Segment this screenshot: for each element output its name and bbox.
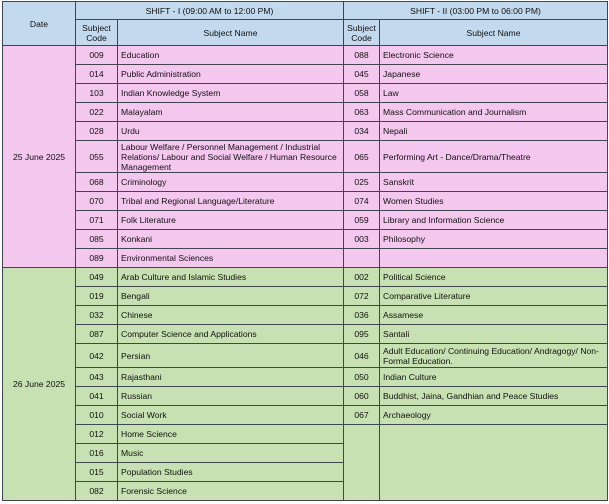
schedule-row [3,122,608,141]
shift-2-subject-name: Nepali [380,122,608,141]
shift-2-subject-code: 036 [344,306,380,325]
shift-2-subject-code: 065 [344,141,380,173]
shift-1-subject-code: 014 [76,65,118,84]
shift-1-subject-name: Persian [118,344,344,368]
schedule-row [3,65,608,84]
shift-2-subject-name [380,249,608,268]
schedule-row [3,173,608,192]
shift-1-subject-name: Bengali [118,287,344,306]
shift-2-subject-name-header: Subject Name [380,20,608,46]
shift-2-subject-name: Archaeology [380,406,608,425]
shift-2-subject-code: 050 [344,368,380,387]
schedule-row [3,103,608,122]
shift-1-subject-code: 068 [76,173,118,192]
shift-2-subject-name: Buddhist, Jaina, Gandhian and Peace Studies [380,387,608,406]
shift-2-subject-name: Law [380,84,608,103]
schedule-row [3,211,608,230]
schedule-row [3,141,608,173]
shift-1-subject-name: Computer Science and Applications [118,325,344,344]
shift-1-subject-code: 015 [76,463,118,482]
shift-1-subject-code: 103 [76,84,118,103]
schedule-row [3,344,608,368]
schedule-row [3,387,608,406]
shift-1-subject-code: 087 [76,325,118,344]
shift-2-subject-code: 074 [344,192,380,211]
exam-schedule-page [2,1,607,501]
shift-2-empty-code-cell [344,425,380,501]
schedule-row [3,230,608,249]
shift-2-subject-code: 034 [344,122,380,141]
shift-1-subject-code: 070 [76,192,118,211]
shift-1-subject-name: Labour Welfare / Personnel Management / Industrial Relations/ Labour and Social Welfare / Human Resource Management [118,141,344,173]
shift-1-subject-name: Russian [118,387,344,406]
exam-date: 25 June 2025 [3,46,76,268]
shift-1-subject-code: 010 [76,406,118,425]
shift-1-subject-code: 071 [76,211,118,230]
shift-2-subject-name: Electronic Science [380,46,608,65]
shift-1-subject-code: 043 [76,368,118,387]
schedule-row [3,192,608,211]
schedule-row [3,306,608,325]
shift-2-subject-code-header: Subject Code [344,20,380,46]
schedule-row [3,406,608,425]
shift-2-subject-code: 002 [344,268,380,287]
schedule-row [3,268,608,287]
shift-2-subject-code: 059 [344,211,380,230]
shift-1-subject-code: 028 [76,122,118,141]
shift-2-subject-name: Japanese [380,65,608,84]
shift-2-subject-code: 095 [344,325,380,344]
shift-2-subject-code [344,249,380,268]
shift-1-subject-name: Criminology [118,173,344,192]
shift-2-subject-name: Political Science [380,268,608,287]
schedule-row [3,325,608,344]
shift-1-subject-code: 022 [76,103,118,122]
shift-1-subject-name: Social Work [118,406,344,425]
shift-1-subject-name: Rajasthani [118,368,344,387]
shift-2-subject-name: Philosophy [380,230,608,249]
schedule-row [3,46,608,65]
shift-1-subject-code: 009 [76,46,118,65]
shift-1-subject-code: 032 [76,306,118,325]
shift-1-subject-name: Tribal and Regional Language/Literature [118,192,344,211]
schedule-row [3,368,608,387]
schedule-row [3,84,608,103]
shift-1-header: SHIFT - I (09:00 AM to 12:00 PM) [76,2,344,20]
shift-2-subject-name: Mass Communication and Journalism [380,103,608,122]
shift-1-subject-name: Konkani [118,230,344,249]
shift-2-subject-code: 025 [344,173,380,192]
schedule-body [3,46,608,501]
schedule-row [3,287,608,306]
shift-2-subject-code: 060 [344,387,380,406]
shift-1-subject-code: 041 [76,387,118,406]
date-header: Date [3,2,76,46]
shift-1-subject-name: Urdu [118,122,344,141]
shift-1-subject-name: Forensic Science [118,482,344,501]
shift-1-subject-code-header: Subject Code [76,20,118,46]
shift-2-subject-code: 003 [344,230,380,249]
shift-2-subject-name: Comparative Literature [380,287,608,306]
shift-2-subject-name: Women Studies [380,192,608,211]
shift-1-subject-name: Chinese [118,306,344,325]
shift-1-subject-name: Folk Literature [118,211,344,230]
shift-2-subject-code: 058 [344,84,380,103]
shift-1-subject-name: Environmental Sciences [118,249,344,268]
shift-1-subject-name: Education [118,46,344,65]
shift-1-subject-code: 012 [76,425,118,444]
shift-2-empty-name-cell [380,425,608,501]
shift-1-subject-name: Music [118,444,344,463]
shift-1-subject-code: 016 [76,444,118,463]
shift-1-subject-code: 042 [76,344,118,368]
shift-1-subject-name: Population Studies [118,463,344,482]
shift-2-subject-name: Performing Art - Dance/Drama/Theatre [380,141,608,173]
shift-2-subject-code: 045 [344,65,380,84]
shift-2-subject-code: 072 [344,287,380,306]
shift-1-subject-name: Public Administration [118,65,344,84]
shift-2-subject-code: 063 [344,103,380,122]
shift-2-subject-name: Assamese [380,306,608,325]
shift-2-subject-code: 067 [344,406,380,425]
shift-1-subject-name: Home Science [118,425,344,444]
shift-2-subject-code: 046 [344,344,380,368]
shift-1-subject-code: 019 [76,287,118,306]
schedule-row [3,249,608,268]
shift-1-subject-code: 085 [76,230,118,249]
shift-2-subject-code: 088 [344,46,380,65]
shift-1-subject-code: 055 [76,141,118,173]
shift-2-header: SHIFT - II (03:00 PM to 06:00 PM) [344,2,608,20]
shift-2-subject-name: Santali [380,325,608,344]
schedule-row [3,425,608,444]
exam-date: 26 June 2025 [3,268,76,501]
shift-1-subject-code: 082 [76,482,118,501]
shift-1-subject-code: 049 [76,268,118,287]
shift-2-subject-name: Adult Education/ Continuing Education/ Andragogy/ Non-Formal Education. [380,344,608,368]
shift-1-subject-code: 089 [76,249,118,268]
shift-1-subject-name-header: Subject Name [118,20,344,46]
exam-schedule-table [2,1,608,501]
shift-1-subject-name: Indian Knowledge System [118,84,344,103]
shift-2-subject-name: Library and Information Science [380,211,608,230]
shift-1-subject-name: Arab Culture and Islamic Studies [118,268,344,287]
shift-1-subject-name: Malayalam [118,103,344,122]
shift-2-subject-name: Sanskrit [380,173,608,192]
shift-2-subject-name: Indian Culture [380,368,608,387]
